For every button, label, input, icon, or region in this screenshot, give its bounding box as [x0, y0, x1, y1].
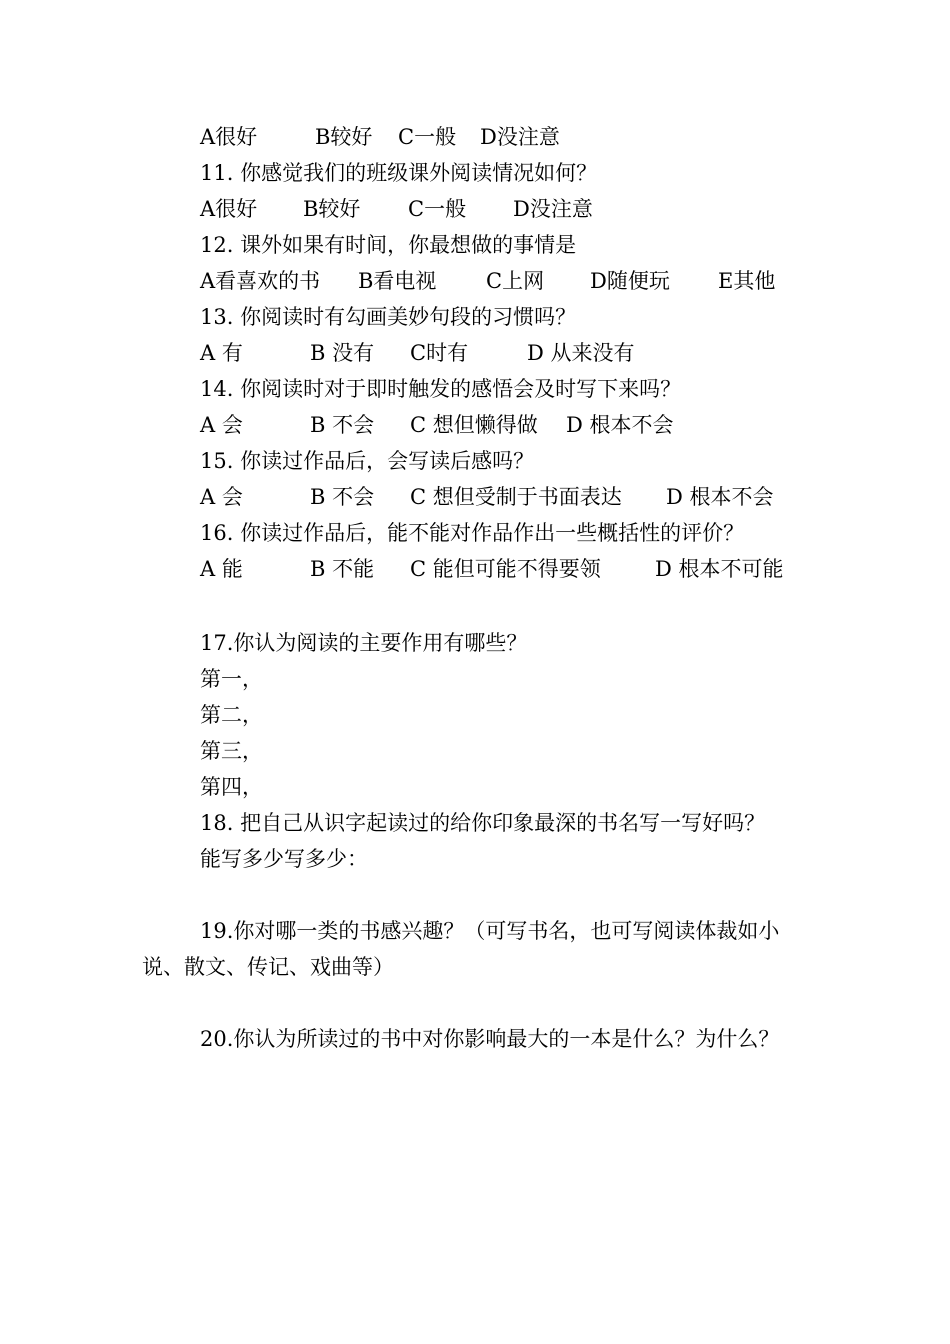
q13-option-a: A 有 — [200, 341, 243, 365]
q16-option-a: A 能 — [200, 557, 243, 581]
q15-option-a: A 会 — [200, 485, 243, 509]
q16-question: 16. 你读过作品后，能不能对作品作出一些概括性的评价？ — [200, 521, 745, 545]
q17-item-3: 第三， — [200, 739, 263, 763]
q14-question: 14. 你阅读时对于即时触发的感悟会及时写下来吗？ — [200, 377, 682, 401]
q14-option-d: D 根本不会 — [566, 413, 674, 437]
q19-question-line1: 19.你对哪一类的书感兴趣？（可写书名，也可写阅读体裁如小 — [200, 919, 780, 943]
q13-option-c: C时有 — [410, 341, 469, 365]
q17-question: 17.你认为阅读的主要作用有哪些？ — [200, 631, 528, 655]
q10-option-d: D没注意 — [480, 125, 560, 149]
q12-option-c: C上网 — [486, 269, 545, 293]
q14-option-b: B 不会 — [310, 413, 375, 437]
q11-option-b: B较好 — [303, 197, 361, 221]
q15-option-b: B 不会 — [310, 485, 375, 509]
q17-item-2: 第二， — [200, 703, 263, 727]
q17-item-1: 第一， — [200, 667, 263, 691]
q12-option-e: E其他 — [718, 269, 776, 293]
q11-option-a: A很好 — [200, 197, 258, 221]
q14-option-a: A 会 — [200, 413, 243, 437]
q12-option-d: D随便玩 — [590, 269, 670, 293]
q12-option-b: B看电视 — [358, 269, 437, 293]
q14-option-c: C 想但懒得做 — [410, 413, 538, 437]
q16-option-b: B 不能 — [310, 557, 375, 581]
q10-option-a: A很好 — [200, 125, 258, 149]
q13-option-b: B 没有 — [310, 341, 375, 365]
q20-question: 20.你认为所读过的书中对你影响最大的一本是什么？为什么？ — [200, 1027, 780, 1051]
q19-question-line2: 说、散文、传记、戏曲等） — [142, 955, 394, 979]
q13-question: 13. 你阅读时有勾画美妙句段的习惯吗？ — [200, 305, 577, 329]
q12-option-a: A看喜欢的书 — [200, 269, 321, 293]
q11-question: 11. 你感觉我们的班级课外阅读情况如何？ — [200, 161, 598, 185]
q10-option-b: B较好 — [315, 125, 373, 149]
q18-continuation: 能写多少写多少： — [200, 847, 368, 871]
q11-option-c: C一般 — [408, 197, 467, 221]
q10-option-c: C一般 — [398, 125, 457, 149]
q11-option-d: D没注意 — [513, 197, 593, 221]
q18-question: 18. 把自己从识字起读过的给你印象最深的书名写一写好吗？ — [200, 811, 766, 835]
q17-item-4: 第四， — [200, 775, 263, 799]
q12-question: 12. 课外如果有时间，你最想做的事情是 — [200, 233, 577, 257]
q15-question: 15. 你读过作品后，会写读后感吗？ — [200, 449, 535, 473]
q15-option-d: D 根本不会 — [666, 485, 774, 509]
q16-option-d: D 根本不可能 — [655, 557, 784, 581]
q13-option-d: D 从来没有 — [527, 341, 635, 365]
q16-option-c: C 能但可能不得要领 — [410, 557, 601, 581]
q15-option-c: C 想但受制于书面表达 — [410, 485, 622, 509]
